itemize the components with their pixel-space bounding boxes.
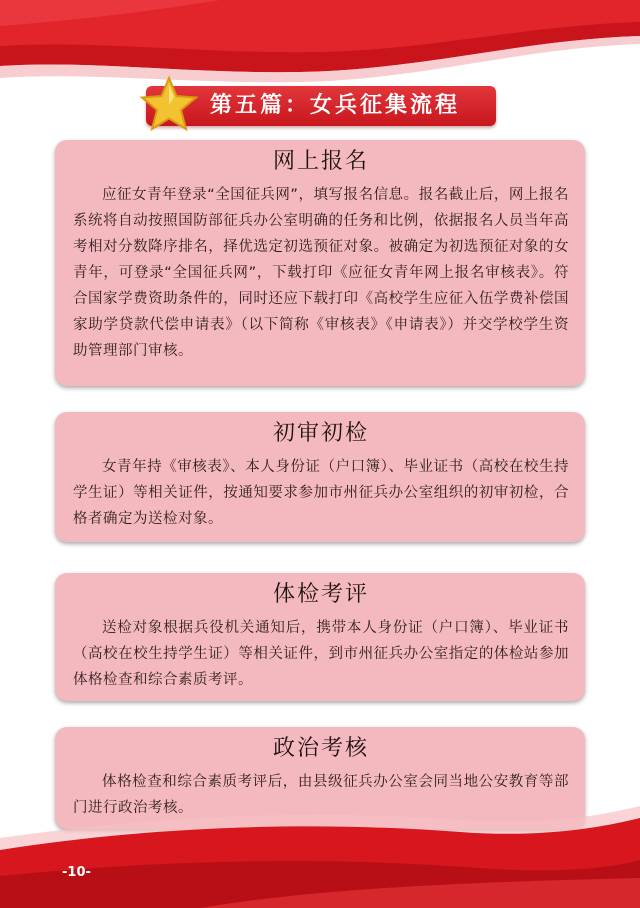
section-title-banner (146, 86, 496, 126)
page-number: -10- (62, 865, 91, 880)
step-heading: 初审初检 (272, 421, 369, 446)
step-body: 应征女青年登录“全国征兵网”，填写报名信息。报名截止后，网上报名系统将自动按照国防部征兵办公室明确的任务和比例，依据报名人员当年高考相对分数降序排名，择优选定初选预征对象。被确定为初选预征对象的女青年，可登录“全国征兵网”，下载打印《应征女青年网上报名审核表》。符合国家学费资助条件的，同时还应下载打印《高校学生应征入伍学费补偿国家助学贷款代偿申请表》（以下简称《审核表》《申请表》）并交学校学生资助管理部门审核。 (73, 187, 569, 359)
step-body: 体格检查和综合素质考评后，由县级征兵办公室会同当地公安教育等部门进行政治考核。 (73, 774, 569, 816)
step-card-online-registration (55, 140, 585, 386)
bottom-wave-banner (0, 798, 640, 908)
step-body: 送检对象根据兵役机关通知后，携带本人身份证（户口簿）、毕业证书（高校在校生持学生证）等相关证件，到市州征兵办公室指定的体检站参加体格检查和综合素质考评。 (73, 620, 569, 688)
step-body: 女青年持《审核表》、本人身份证（户口簿）、毕业证书（高校在校生持学生证）等相关证件，按通知要求参加市州征兵办公室组织的初审初检，合格者确定为送检对象。 (73, 459, 569, 527)
step-card-physical-exam (55, 573, 585, 701)
section-title: 第五篇：女兵征集流程 (210, 93, 461, 118)
step-heading: 体检考评 (272, 582, 369, 607)
step-heading: 网上报名 (272, 149, 369, 174)
star-icon (138, 74, 200, 136)
step-heading: 政治考核 (272, 736, 369, 761)
step-card-initial-review (55, 412, 585, 542)
